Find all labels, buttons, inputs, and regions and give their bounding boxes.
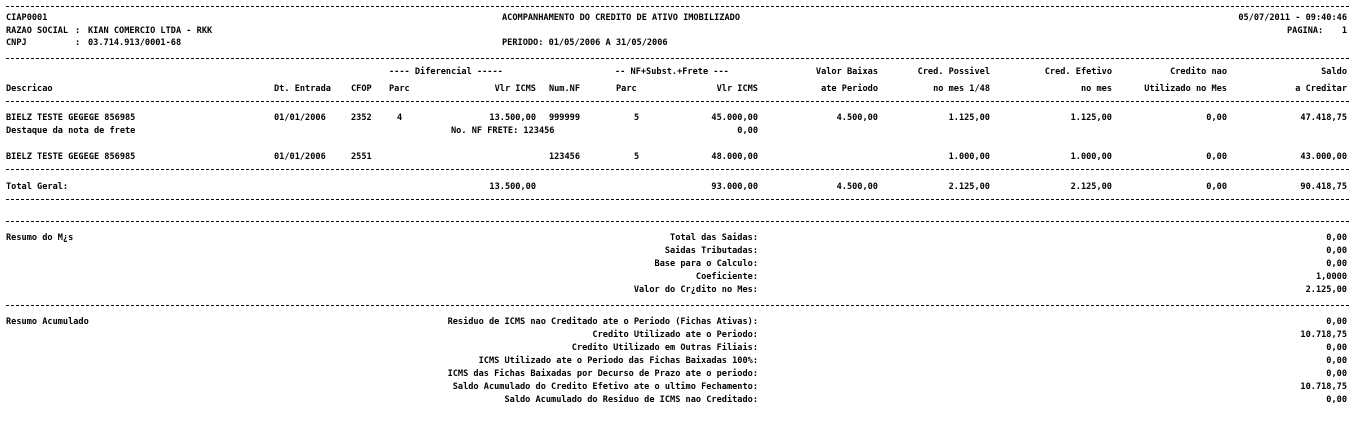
cnpj-value: 03.714.913/0001-68 (88, 38, 182, 48)
cell-credito-nao: 0,00 (1206, 152, 1227, 162)
resumo-value: 0,00 (1326, 233, 1347, 243)
cell-descricao: BIELZ TESTE GEGEGE 856985 (6, 152, 136, 162)
col-valor-baixas-1: Valor Baixas (815, 67, 878, 77)
divider (6, 6, 1349, 7)
program-code: CIAP0001 (6, 13, 48, 23)
cell-num-nf: 123456 (548, 152, 580, 162)
divider (6, 101, 1349, 102)
col-nf-group: -- NF+Subst.+Frete --- (615, 67, 729, 77)
cell-cred-efetivo: 1.125,00 (1070, 113, 1112, 123)
pagina-value: 1 (1341, 26, 1347, 36)
resumo-value: 2.125,00 (1305, 285, 1347, 295)
cell-saldo: 43.000,00 (1300, 152, 1347, 162)
total-credito-nao: 0,00 (1206, 182, 1227, 192)
cell-nf-parc: 5 (634, 113, 640, 123)
razao-separator: : (75, 26, 81, 36)
cell-dt-entrada: 01/01/2006 (274, 152, 326, 162)
cell-credito-nao: 0,00 (1206, 113, 1227, 123)
total-valor-baixas: 4.500,00 (836, 182, 878, 192)
col-nf-parc: Parc (616, 84, 637, 94)
resumo-value: 1,0000 (1315, 272, 1347, 282)
col-dif-parc: Parc (389, 84, 410, 94)
col-cred-possivel-2: no mes 1/48 (933, 84, 990, 94)
cell-cfop: 2551 (351, 152, 372, 162)
col-nf-vlr-icms: Vlr ICMS (716, 84, 758, 94)
resumo-value: 0,00 (1326, 369, 1347, 379)
col-cfop: CFOP (351, 84, 372, 94)
col-saldo-1: Saldo (1321, 67, 1347, 77)
cell-descricao: BIELZ TESTE GEGEGE 856985 (6, 113, 136, 123)
periodo: PERIODO: 01/05/2006 A 31/05/2006 (502, 38, 668, 48)
total-nf-vlr-icms: 93.000,00 (711, 182, 758, 192)
cell-cred-possivel: 1.000,00 (948, 152, 990, 162)
divider (6, 199, 1349, 200)
razao-value: KIAN COMERCIO LTDA - RKK (88, 26, 213, 36)
col-dt-entrada: Dt. Entrada (274, 84, 331, 94)
resumo-label: Total das Saidas: (670, 233, 758, 243)
total-saldo: 90.418,75 (1300, 182, 1347, 192)
cell-dif-parc: 4 (397, 113, 403, 123)
total-dif-vlr-icms: 13.500,00 (489, 182, 536, 192)
resumo-acumulado-title: Resumo Acumulado (6, 317, 89, 327)
col-dif-vlr-icms: Vlr ICMS (494, 84, 536, 94)
resumo-label: Saidas Tributadas: (664, 246, 758, 256)
cnpj-separator: : (75, 38, 81, 48)
resumo-label: Saldo Acumulado do Credito Efetivo ate o ultimo Fechamento: (452, 382, 758, 392)
cell-sub-vlr: 0,00 (737, 126, 758, 136)
cell-nf-vlr-icms: 48.000,00 (711, 152, 758, 162)
cnpj-label: CNPJ (6, 38, 27, 48)
razao-label: RAZAO SOCIAL (6, 26, 69, 36)
cell-cred-possivel: 1.125,00 (948, 113, 990, 123)
pagina-label: PAGINA: (1287, 26, 1324, 36)
report-datetime: 05/07/2011 - 09:40:46 (1238, 13, 1347, 23)
resumo-value: 0,00 (1326, 343, 1347, 353)
resumo-mes-title: Resumo do M¿s (6, 233, 74, 243)
resumo-value: 0,00 (1326, 356, 1347, 366)
cell-nf-vlr-icms: 45.000,00 (711, 113, 758, 123)
report-title: ACOMPANHAMENTO DO CREDITO DE ATIVO IMOBILIZADO (502, 13, 740, 23)
col-descricao: Descricao (6, 84, 53, 94)
col-valor-baixas-2: ate Periodo (821, 84, 878, 94)
cell-dif-vlr-icms: 13.500,00 (489, 113, 536, 123)
resumo-value: 10.718,75 (1300, 382, 1347, 392)
resumo-label: Credito Utilizado em Outras Filiais: (571, 343, 758, 353)
cell-nf-frete: No. NF FRETE: 123456 (451, 126, 555, 136)
resumo-label: ICMS das Fichas Baixadas por Decurso de Prazo ate o periodo: (447, 369, 758, 379)
resumo-value: 0,00 (1326, 246, 1347, 256)
cell-cfop: 2352 (351, 113, 372, 123)
col-credito-nao-2: Utilizado no Mes (1144, 84, 1227, 94)
resumo-label: Saldo Acumulado do Residuo de ICMS nao Creditado: (504, 395, 758, 405)
cell-sub-descricao: Destaque da nota de frete (6, 126, 136, 136)
resumo-value: 10.718,75 (1300, 330, 1347, 340)
divider (6, 305, 1349, 306)
divider (6, 169, 1349, 170)
cell-valor-baixas: 4.500,00 (836, 113, 878, 123)
resumo-value: 0,00 (1326, 259, 1347, 269)
cell-dt-entrada: 01/01/2006 (274, 113, 326, 123)
divider (6, 58, 1349, 59)
cell-cred-efetivo: 1.000,00 (1070, 152, 1112, 162)
resumo-label: Coeficiente: (695, 272, 758, 282)
col-diferencial-group: ---- Diferencial ----- (389, 67, 503, 77)
col-cred-efetivo-1: Cred. Efetivo (1044, 67, 1112, 77)
total-cred-efetivo: 2.125,00 (1070, 182, 1112, 192)
col-num-nf: Num.NF (548, 84, 580, 94)
resumo-value: 0,00 (1326, 317, 1347, 327)
resumo-label: Valor do Cr¿dito no Mes: (633, 285, 758, 295)
resumo-value: 0,00 (1326, 395, 1347, 405)
total-label: Total Geral: (6, 182, 69, 192)
resumo-label: Credito Utilizado ate o Periodo: (592, 330, 758, 340)
cell-nf-parc: 5 (634, 152, 640, 162)
resumo-label: Base para o Calculo: (654, 259, 758, 269)
cell-saldo: 47.418,75 (1300, 113, 1347, 123)
resumo-label: ICMS Utilizado ate o Periodo das Fichas Baixadas 100%: (478, 356, 758, 366)
resumo-label: Residuo de ICMS nao Creditado ate o Periodo (Fichas Ativas): (447, 317, 758, 327)
divider (6, 221, 1349, 222)
col-saldo-2: a Creditar (1295, 84, 1347, 94)
col-cred-efetivo-2: no mes (1080, 84, 1112, 94)
total-cred-possivel: 2.125,00 (948, 182, 990, 192)
col-credito-nao-1: Credito nao (1170, 67, 1227, 77)
cell-num-nf: 999999 (548, 113, 580, 123)
col-cred-possivel-1: Cred. Possivel (917, 67, 990, 77)
